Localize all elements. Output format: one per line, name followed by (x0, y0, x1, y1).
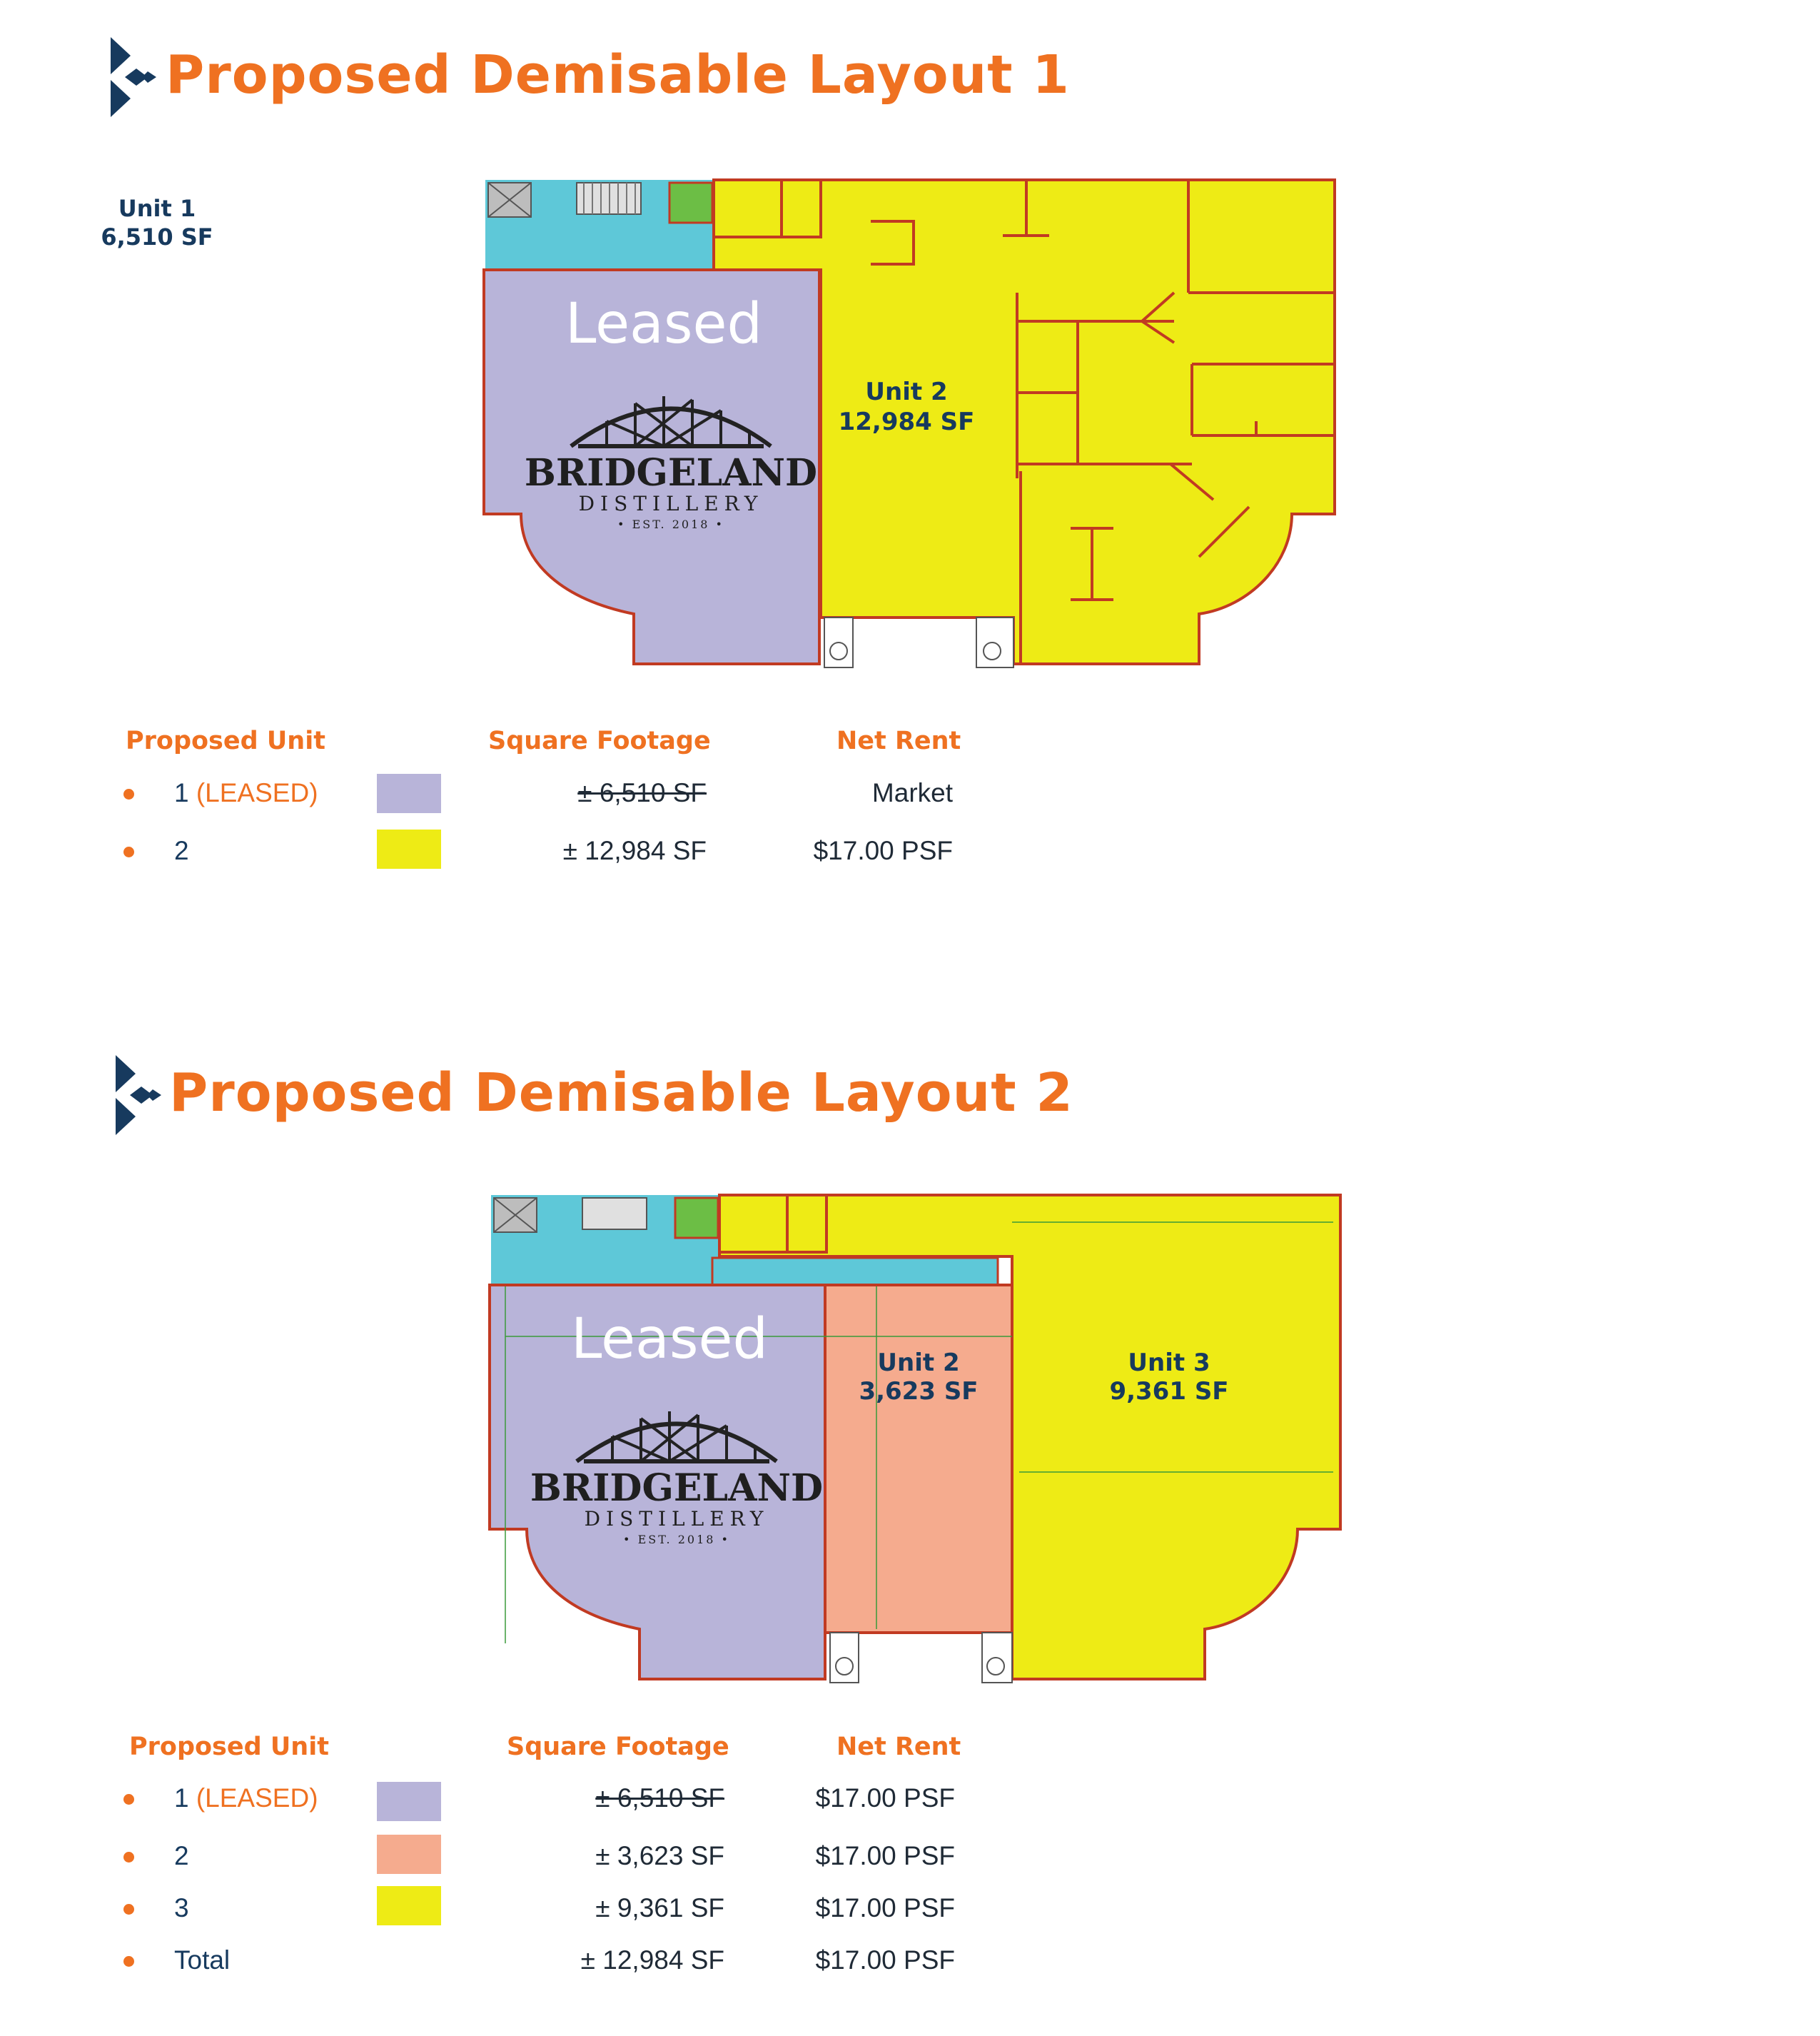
table2-row1-leased-tag: (LEASED) (196, 1783, 318, 1813)
table1-row1-sf: ± 6,510 SF (577, 778, 707, 807)
unit2-plan-name-2: Unit 2 (877, 1349, 960, 1377)
table1-row2-bullet (123, 847, 134, 857)
unit3-plan-name: Unit 3 (1128, 1349, 1210, 1377)
unit1-leased-label-2: Leased (570, 1307, 769, 1371)
table2-row3-bullet (123, 1904, 134, 1915)
unit1-side-sf: 6,510 SF (101, 223, 213, 251)
layout2-title: Proposed Demisable Layout 2 (169, 1062, 1073, 1124)
table1-row1-bullet (123, 789, 134, 800)
unit2-plan-sf-2: 3,623 SF (859, 1377, 979, 1406)
table2-row1-rent: $17.00 PSF (815, 1783, 955, 1813)
table2-header-unit: Proposed Unit (129, 1733, 329, 1761)
table1-row2-swatch (377, 830, 441, 869)
company-logo-icon (111, 37, 162, 117)
table1-header-rent: Net Rent (836, 727, 961, 755)
green-room-2 (675, 1198, 718, 1238)
stairs-2 (582, 1198, 647, 1229)
table2-row2-rent: $17.00 PSF (815, 1841, 955, 1870)
brand-name: BRIDGELAND (524, 451, 818, 495)
table2-row1-unit (174, 1783, 318, 1813)
table2-row1-sf: ± 6,510 SF (595, 1783, 724, 1813)
table1-header-unit: Proposed Unit (126, 727, 325, 755)
brand-sub-2: DISTILLERY (584, 1507, 769, 1531)
table2-row1-swatch (377, 1782, 441, 1821)
table1-row1-unit (174, 778, 318, 808)
table1-row2-rent: $17.00 PSF (813, 836, 953, 865)
table2-header-sf: Square Footage (507, 1733, 729, 1761)
table1-row2-sf: ± 12,984 SF (562, 836, 707, 865)
table1-row1-leased-tag: (LEASED) (196, 778, 318, 807)
table2-row3-swatch (377, 1886, 441, 1925)
table1-header-sf: Square Footage (488, 727, 711, 755)
table2-row1-unit-number: 1 (174, 1783, 189, 1813)
table1-row1-unit-number: 1 (174, 778, 189, 807)
table2-row3-rent: $17.00 PSF (815, 1893, 955, 1922)
unit1-leased-label: Leased (565, 292, 763, 356)
corridor-area (712, 1258, 998, 1286)
unit2-plan-sf: 12,984 SF (838, 408, 975, 436)
table2-row2-unit: 2 (174, 1841, 189, 1870)
table2-row4-rent: $17.00 PSF (815, 1945, 955, 1975)
table2-row2-swatch (377, 1835, 441, 1874)
table1-row1-rent: Market (871, 778, 953, 807)
floor-plan-layout1 (471, 164, 1356, 671)
brand-sub: DISTILLERY (578, 492, 764, 515)
unit3-plan-sf: 9,361 SF (1109, 1377, 1229, 1406)
table2-row2-sf: ± 3,623 SF (595, 1841, 724, 1870)
table2-header-rent: Net Rent (836, 1733, 961, 1761)
layout1-title: Proposed Demisable Layout 1 (166, 44, 1070, 106)
floor-plan-layout2 (477, 1179, 1362, 1686)
unit1-side-name: Unit 1 (118, 195, 196, 222)
unit1-side-label (100, 194, 214, 251)
unit2-plan-name: Unit 2 (865, 378, 948, 406)
company-logo-icon-2 (116, 1055, 167, 1135)
table2-row1-bullet (123, 1794, 134, 1805)
table1-row2-unit: 2 (174, 836, 189, 865)
table2-row2-bullet (123, 1852, 134, 1863)
table2-row4-bullet (123, 1956, 134, 1967)
table2-row3-unit: 3 (174, 1893, 189, 1922)
table2-row3-sf: ± 9,361 SF (595, 1893, 724, 1922)
table2-row4-unit: Total (174, 1945, 231, 1975)
brand-est-2: • EST. 2018 • (623, 1533, 730, 1546)
brand-name-2: BRIDGELAND (530, 1466, 824, 1510)
table1-row1-swatch (377, 774, 441, 813)
green-room (669, 183, 712, 223)
table2-row4-sf: ± 12,984 SF (580, 1945, 724, 1975)
brand-est: • EST. 2018 • (617, 518, 724, 531)
unit2-area-2 (825, 1285, 1012, 1633)
